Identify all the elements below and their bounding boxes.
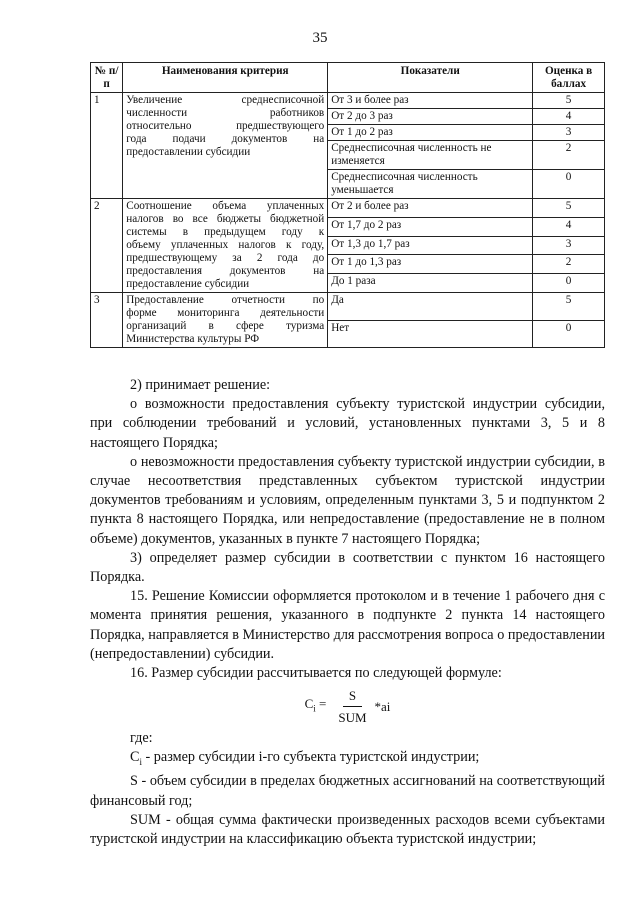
criterion-name-line: организаций в сфере туризма [126, 320, 325, 332]
criterion-name-line: системы в предыдущем году к [126, 226, 325, 238]
header-criterion-name: Наименования критерия [123, 63, 328, 93]
indicator-cell: Среднесписочная численность не изменяется [328, 141, 533, 170]
paragraph: 15. Решение Комиссии оформляется протоколом и в течение 1 рабочего дня с момента принятия решения, указанного в подпункте 2 пункта 14 настоящего Порядка, направляется в Министерство для рассмотрения вопроса о предоставлении (непредоставлении) субсидии. [90, 588, 605, 662]
criterion-number: 1 [91, 93, 123, 199]
criterion-name-line: Соотношение объема уплаченных [126, 200, 325, 212]
indicator-cell: До 1 раза [328, 274, 533, 293]
table-row [91, 93, 605, 109]
criterion-name-line: Министерства культуры РФ [126, 333, 260, 345]
sum-definition: SUM - общая сумма фактически произведенных расходов всеми субъектами туристской индустрии на классификацию объекта туристской индустрии; [90, 811, 605, 848]
score-cell: 2 [533, 255, 605, 274]
table-row [91, 199, 605, 218]
criterion-name-line: объему уплаченных налогов к году, [126, 239, 325, 251]
formula-rhs: *ai [374, 698, 391, 714]
score-cell: 4 [533, 217, 605, 236]
criterion-name [123, 93, 328, 199]
score-cell: 4 [533, 109, 605, 125]
criteria-table [90, 62, 605, 348]
score-cell: 0 [533, 274, 605, 293]
score-cell: 2 [533, 141, 605, 170]
paragraph: о возможности предоставления субъекту туристской индустрии субсидии, при соблюдении требований и условий, установленных пунктами 3, 5 и 8 настоящего Порядка; [90, 396, 605, 451]
score-cell: 3 [533, 125, 605, 141]
score-cell: 3 [533, 236, 605, 255]
indicator-cell: От 3 и более раз [328, 93, 533, 109]
indicator-cell: От 1,7 до 2 раз [328, 217, 533, 236]
page-number: 35 [312, 30, 328, 46]
score-cell: 0 [533, 320, 605, 348]
criterion-name-line: года подачи документов на [126, 133, 325, 145]
subsidy-formula [90, 683, 605, 729]
body-text [90, 376, 605, 849]
criterion-number: 3 [91, 293, 123, 348]
score-cell: 5 [533, 93, 605, 109]
indicator-cell: Среднесписочная численность уменьшается [328, 170, 533, 199]
indicator-cell: Нет [328, 320, 533, 348]
header-score: Оценка в баллах [533, 63, 605, 93]
score-cell: 5 [533, 199, 605, 218]
indicator-cell: От 2 до 3 раз [328, 109, 533, 125]
criterion-name-line: предоставление субсидии [126, 278, 250, 290]
score-cell: 0 [533, 170, 605, 199]
table-header-row [91, 63, 605, 93]
criterion-name [123, 199, 328, 293]
criterion-name-line: предоставлении субсидии [126, 146, 251, 158]
formula-lhs: $C_i$ = [304, 695, 327, 714]
criterion-name-line: форме мониторинга деятельности [126, 307, 325, 319]
where-label: где: [130, 730, 153, 747]
header-indicators: Показатели [328, 63, 533, 93]
criterion-name-line: предоставления документов на [126, 265, 325, 277]
indicator-cell: От 1,3 до 1,7 раз [328, 236, 533, 255]
criterion-name-line: Предоставление отчетности по [126, 294, 325, 306]
paragraph: 16. Размер субсидии рассчитывается по следующей формуле: [130, 665, 502, 682]
criterion-name-line: численности работников [126, 107, 325, 119]
indicator-cell: От 2 и более раз [328, 199, 533, 218]
criterion-name-line: предшествующему за 2 года до [126, 252, 325, 264]
formula-denominator: SUM [338, 709, 367, 725]
table-row [91, 293, 605, 321]
criterion-name-line: Увеличение среднесписочной [126, 94, 325, 106]
formula-fraction [332, 686, 372, 727]
indicator-cell: От 1 до 2 раз [328, 125, 533, 141]
s-definition: S - объем субсидии в пределах бюджетных ассигнований на соответствующий финансовый год; [90, 773, 605, 809]
ci-definition: $C_i$ - размер субсидии i-го субъекта туристской индустрии; [130, 749, 480, 768]
formula-numerator: S [343, 686, 362, 707]
header-number: № п/п [91, 63, 123, 93]
paragraph: 3) определяет размер субсидии в соответствии с пунктом 16 настоящего Порядка. [90, 549, 605, 586]
score-cell: 5 [533, 293, 605, 321]
criterion-number: 2 [91, 199, 123, 293]
paragraph: 2) принимает решение: [130, 377, 271, 393]
indicator-cell: От 1 до 1,3 раз [328, 255, 533, 274]
criterion-name [123, 293, 328, 348]
paragraph: о невозможности предоставления субъекту туристской индустрии субсидии, в случае несоответствия представленных субъектом туристской индустрии документов требованиям и условиям, определенным пунктами 3, 5 и подпунктом 2 пункта 8 настоящего Порядка, или непредоставление (предоставление не в полном объеме) документов, указанных в пункте 7 настоящего Порядка; [90, 453, 605, 547]
indicator-cell: Да [328, 293, 533, 321]
table-body [91, 93, 605, 348]
criterion-name-line: налогов во все бюджеты бюджетной [126, 213, 325, 225]
criterion-name-line: относительно предшествующего [126, 120, 325, 132]
